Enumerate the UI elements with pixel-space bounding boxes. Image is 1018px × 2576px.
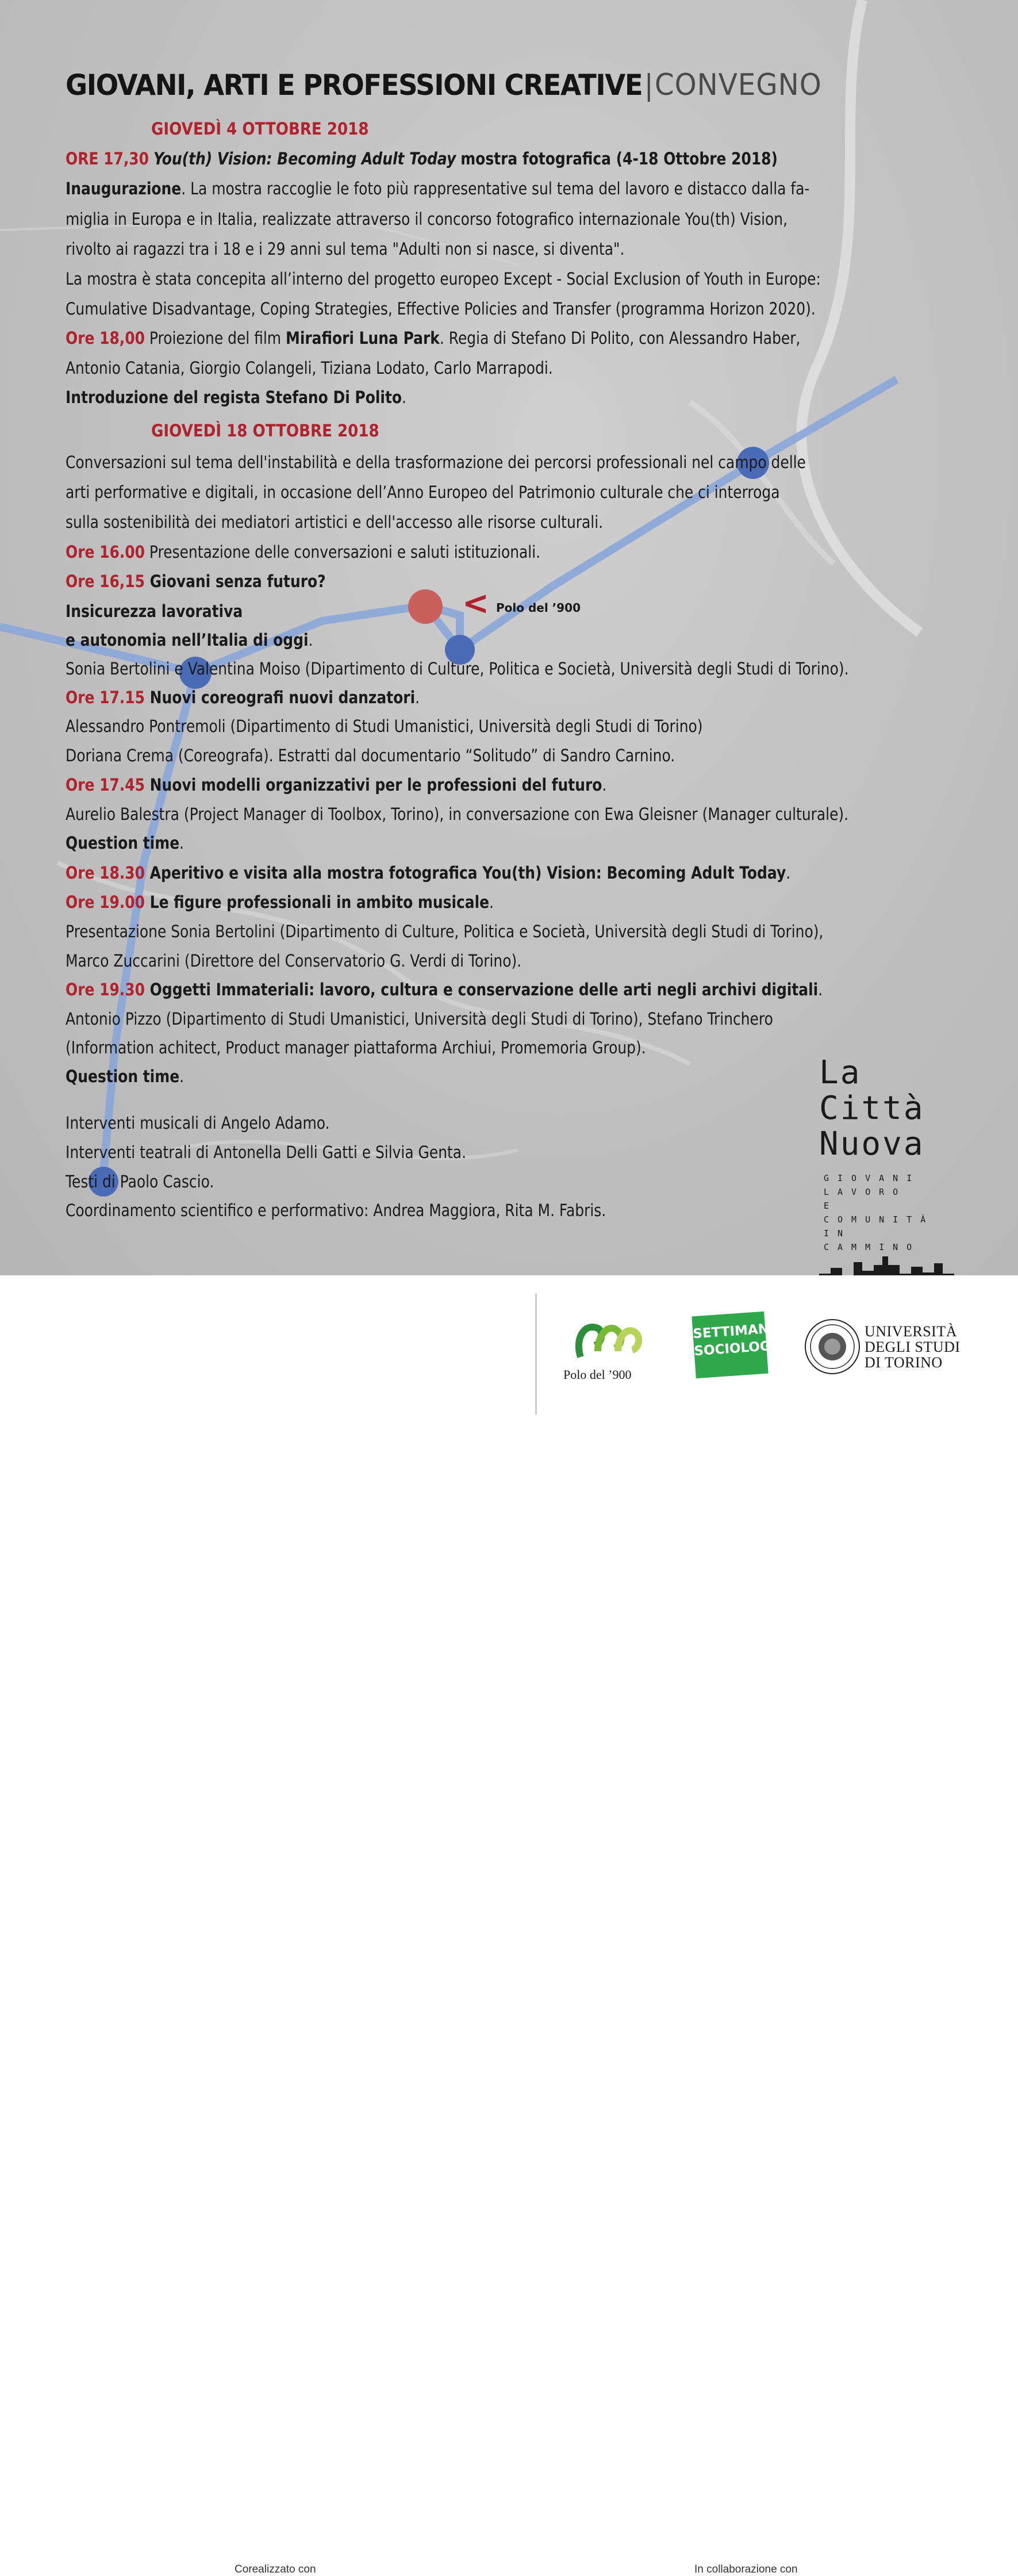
page-title [66,68,822,102]
time-label: Ore 18,00 [66,328,145,348]
session-title: e autonomia nell’Italia di oggi [66,630,309,650]
session-3-speaker-1: Alessandro Pontremoli (Dipartimento di Studi Umanistici, Università degli Studi di Torino) [66,716,703,736]
day1-line-4: rivolto ai ragazzi tra i 18 e i 29 anni sul tema "Adulti non si nasce, si diventa". [66,239,625,259]
body-text: . [786,863,791,883]
time-label: Ore 18.30 [66,863,145,883]
body-text: Proiezione del film [144,328,286,348]
logo-sub-3: E COMUNITÀ [824,1201,935,1225]
film-title: Mirafiori Luna Park [286,328,440,348]
polo-900-logo-icon [575,1317,644,1363]
session-6-speaker-1: Presentazione Sonia Bertolini (Dipartimento di Culture, Politica e Società, Università degli Studi di Torino), [66,922,824,941]
time-label: Ore 19.00 [66,892,145,912]
session-4-title [66,773,606,796]
question-time-1 [66,831,184,854]
time-label: Ore 19.30 [66,980,145,999]
logo-sub-4: IN CAMMINO [824,1228,921,1252]
body-text: . [308,630,313,650]
time-label: ORE 17,30 [66,149,149,168]
body-text: . [489,892,494,912]
day1-line-7 [66,327,800,350]
day2-intro-1: Conversazioni sul tema dell'instabilità e della trasformazione dei percorsi professionali nel campo delle [66,453,806,472]
unito-line-2: DEGLI STUDI [865,1339,961,1355]
poster-background [0,0,1018,1275]
exhibit-title: You(th) Vision: Becoming Adult Today [153,149,456,168]
inauguration-label: Inaugurazione [66,179,182,198]
day1-line-5: La mostra è stata concepita all’interno del progetto europeo Except - Social Exclusion of Youth in Europe: [66,269,821,289]
logo-sub-2: LAVORO [824,1187,907,1197]
time-label: Ore 17.45 [66,775,145,795]
session-2-speakers: Sonia Bertolini e Valentina Moiso (Dipartimento di Culture, Politica e Società, Università degli Studi di Torino). [66,659,849,678]
day1-line-8: Antonio Catania, Giorgio Colangeli, Tiziana Lodato, Carlo Marrapodi. [66,358,553,378]
venue-arrow: < [462,585,489,622]
body-text: . La mostra raccoglie le foto più rappresentative sul tema del lavoro e distacco dalla fa- [181,179,810,198]
unito-line-3: DI TORINO [865,1354,943,1371]
la-citta-nuova-logo [819,1055,954,1275]
day2-intro-2: arti performative e digitali, in occasione dell’Anno Europeo del Patrimonio culturale che ci interroga [66,482,780,502]
time-label: Ore 16.00 [66,542,145,562]
credits-texts: Testi di Paolo Cascio. [66,1172,214,1191]
session-7-speaker-1: Antonio Pizzo (Dipartimento di Studi Umanistici, Università degli Studi di Torino), Stefano Trinchero [66,1009,773,1029]
session-1 [66,540,540,564]
session-4-speakers: Aurelio Balestra (Project Manager di Toolbox, Torino), in conversazione con Ewa Gleisner (Manager culturale). [66,804,849,824]
polo-900-logo-text: Polo del ’900 [563,1367,632,1382]
session-5-title [66,861,790,884]
venue-label: Polo del ’900 [496,601,581,615]
day1-line-1 [66,147,778,170]
logo-line-2: Nuova [819,1125,925,1163]
session-2-title-3 [66,628,313,651]
time-label: Ore 16,15 [66,572,145,591]
day1-line-3: miglia in Europa e in Italia, realizzate attraverso il concorso fotografico internazionale You(th) Vision, [66,209,788,229]
time-label: Ore 17.15 [66,688,145,707]
session-7-speaker-2: (Information achitect, Product manager piattaforma Archiui, Promemoria Group). [66,1038,646,1057]
body-text: . [415,688,420,707]
session-title: Insicurezza lavorativa [66,601,243,621]
session-title: Aperitivo e visita alla mostra fotografica You(th) Vision: Becoming Adult Today [144,863,786,883]
session-6-title [66,891,494,914]
session-3-title [66,686,420,709]
credits-coordination: Coordinamento scientifico e performativo: Andrea Maggiora, Rita M. Fabris. [66,1201,606,1220]
body-text: . Regia di Stefano Di Polito, con Alessandro Haber, [439,328,801,348]
question-time: Question time [66,833,180,853]
exhibit-rest: mostra fotografica (4-18 Ottobre 2018) [460,149,778,168]
collaborazione-label: In collaborazione con [694,2563,798,2575]
session-3-speaker-2: Doriana Crema (Coreografa). Estratti dal documentario “Solitudo” di Sandro Carnino. [66,746,675,765]
day2-intro-3: sulla sostenibilità dei mediatori artistici e dell'accesso alle risorse culturali. [66,512,604,532]
question-time: Question time [66,1067,180,1086]
session-7-title [66,978,823,1001]
session-2-title-2 [66,600,243,623]
session-2-title [66,570,326,593]
day2-date: GIOVEDÌ 18 OTTOBRE 2018 [151,421,379,440]
settimana-sociologia-logo [692,1312,786,1379]
day1-date: GIOVEDÌ 4 OTTOBRE 2018 [151,119,369,139]
unito-line-1: UNIVERSITÀ [865,1323,957,1340]
credits-theatre: Interventi teatrali di Antonella Delli Gatti e Silvia Genta. [66,1143,467,1162]
director-intro: Introduzione del regista Stefano Di Polito [66,388,402,407]
unito-seal-icon [804,1318,861,1375]
title-main: GIOVANI, ARTI E PROFESSIONI CREATIVE [66,68,643,102]
body-text: . [179,1067,185,1086]
logo-line-1: La Città [819,1054,925,1127]
title-tag: CONVEGNO [654,68,822,102]
session-title: Oggetti Immateriali: lavoro, cultura e conservazione delle arti negli archivi digitali [144,980,819,999]
session-title: Giovani senza futuro? [144,572,326,591]
title-separator: | [644,68,653,102]
body-text: Presentazione delle conversazioni e saluti istituzionali. [144,542,541,562]
body-text: . [818,980,823,999]
body-text: . [402,388,406,407]
settimana-text: SETTIMANA [692,1320,780,1342]
session-title: Nuovi coreografi nuovi danzatori [144,688,416,707]
session-title: Nuovi modelli organizzativi per le professioni del futuro [144,775,602,795]
skyline-icon [819,1256,954,1275]
day1-line-9 [66,386,406,409]
credits-music: Interventi musicali di Angelo Adamo. [66,1113,330,1133]
corealizzato-label: Corealizzato con [235,2563,316,2575]
session-title: Le figure professionali in ambito musicale [144,892,490,912]
unito-logo-text [865,1324,961,1370]
body-text: . [602,775,607,795]
day1-line-2 [66,177,809,200]
venue-dot [408,589,443,624]
logo-sub-1: GIOVANI [824,1173,921,1183]
day1-line-6: Cumulative Disadvantage, Coping Strategies, Effective Policies and Transfer (programma Horizon 2020). [66,299,816,319]
session-6-speaker-2: Marco Zuccarini (Direttore del Conservatorio G. Verdi di Torino). [66,951,522,971]
question-time-2 [66,1065,184,1088]
body-text: . [179,833,185,853]
sociologia-text: SOCIOLOGIA [693,1337,786,1359]
